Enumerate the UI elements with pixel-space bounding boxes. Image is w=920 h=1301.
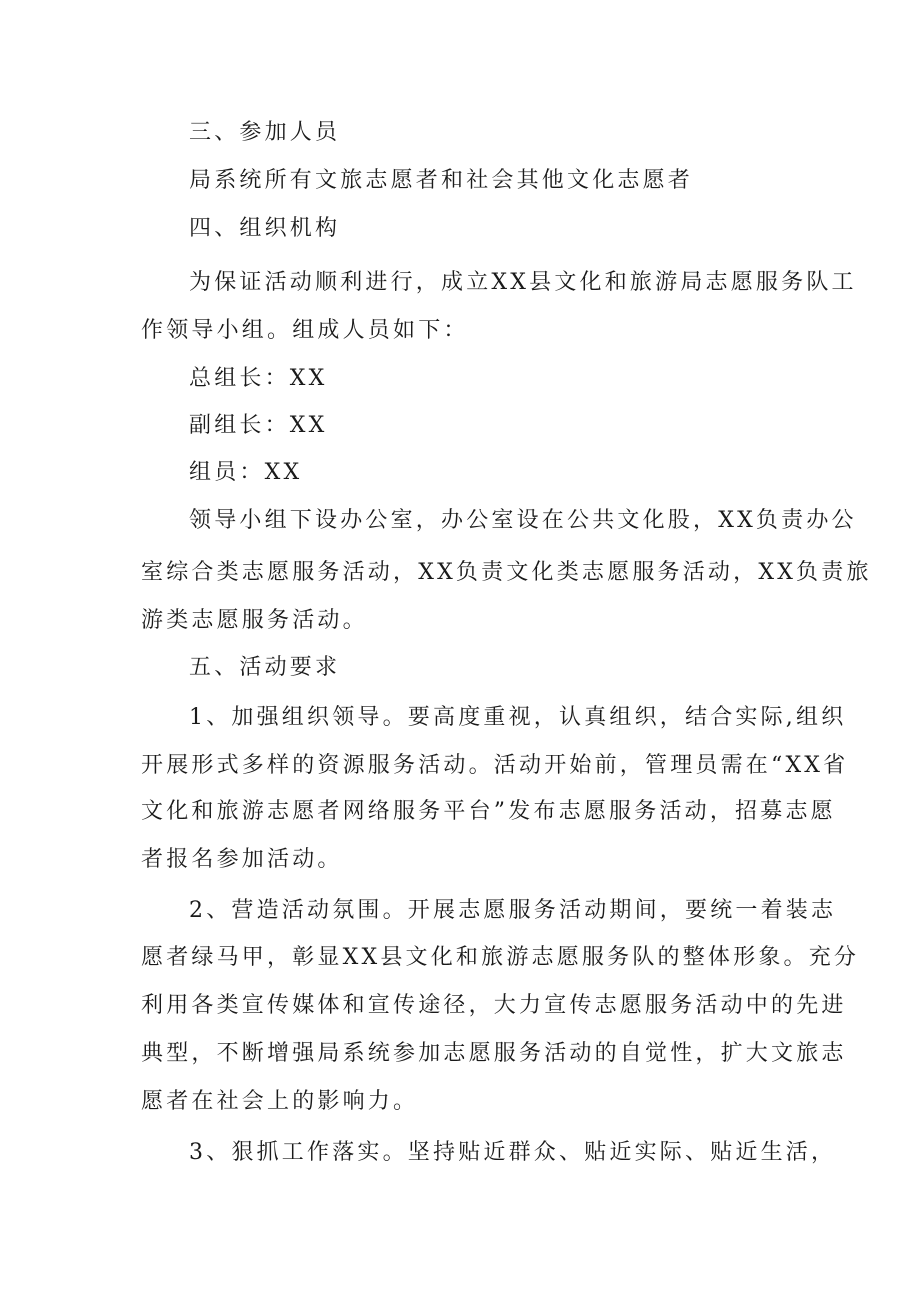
paragraph-line: 愿者绿马甲，彰显XX县文化和旅游志愿服务队的整体形象。充分 bbox=[141, 945, 860, 970]
paragraph-line: 领导小组下设办公室，办公室设在公共文化股，XX负责办公 bbox=[189, 508, 857, 533]
section-heading-participants: 三、参加人员 bbox=[189, 120, 341, 145]
paragraph-line: 开展形式多样的资源服务活动。活动开始前，管理员需在“XX省 bbox=[141, 753, 849, 778]
paragraph-line: 为保证活动顺利进行，成立XX县文化和旅游局志愿服务队工 bbox=[189, 270, 857, 295]
paragraph-line: 1、加强组织领导。要高度重视，认真组织，结合实际,组织 bbox=[189, 705, 847, 730]
paragraph-line: 室综合类志愿服务活动，XX负责文化类志愿服务活动，XX负责旅 bbox=[141, 560, 872, 585]
paragraph-line: 典型，不断增强局系统参加志愿服务活动的自觉性，扩大文旅志 bbox=[141, 1041, 847, 1066]
paragraph-line: 组员：XX bbox=[189, 460, 303, 485]
paragraph-line: 副组长：XX bbox=[189, 413, 328, 438]
section-heading-organization: 四、组织机构 bbox=[189, 216, 341, 241]
paragraph-line: 作领导小组。组成人员如下： bbox=[141, 318, 469, 343]
paragraph-line: 游类志愿服务活动。 bbox=[141, 608, 368, 633]
paragraph-line: 局系统所有文旅志愿者和社会其他文化志愿者 bbox=[189, 168, 694, 193]
paragraph-line: 3、狠抓工作落实。坚持贴近群众、贴近实际、贴近生活， bbox=[189, 1140, 837, 1165]
paragraph-line: 2、营造活动氛围。开展志愿服务活动期间，要统一着装志 bbox=[189, 898, 837, 923]
paragraph-line: 愿者在社会上的影响力。 bbox=[141, 1089, 419, 1114]
paragraph-line: 者报名参加活动。 bbox=[141, 847, 343, 872]
section-heading-requirements: 五、活动要求 bbox=[189, 655, 341, 680]
paragraph-line: 文化和旅游志愿者网络服务平台”发布志愿服务活动，招募志愿 bbox=[141, 799, 836, 824]
paragraph-line: 总组长：XX bbox=[189, 366, 328, 391]
paragraph-line: 利用各类宣传媒体和宣传途径，大力宣传志愿服务活动中的先进 bbox=[141, 993, 847, 1018]
